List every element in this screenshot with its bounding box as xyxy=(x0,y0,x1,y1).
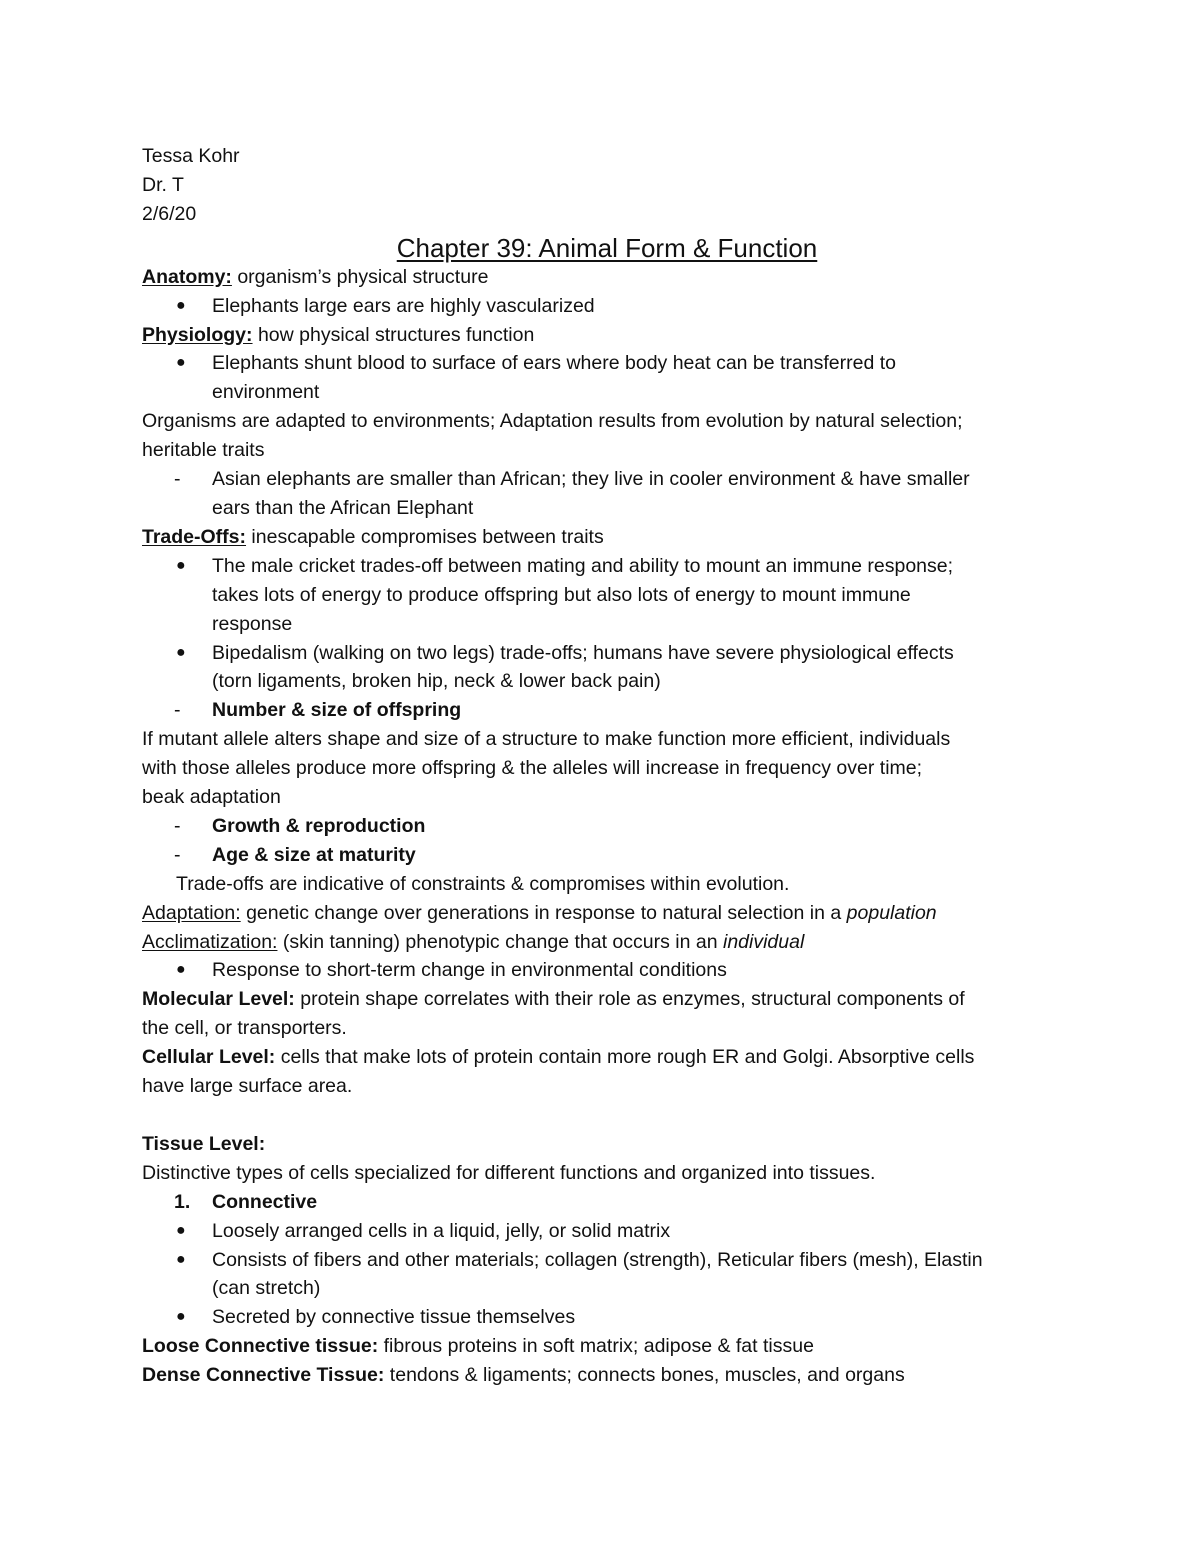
list-item-text: (torn ligaments, broken hip, neck & lower back pain) xyxy=(212,670,661,693)
list-item xyxy=(142,292,1072,321)
dash-icon: - xyxy=(174,814,181,837)
document-page xyxy=(142,142,1072,1390)
list-item xyxy=(142,1303,1072,1332)
acclimatization-def: (skin tanning) phenotypic change that occurs in an xyxy=(277,930,723,953)
list-item-text: (can stretch) xyxy=(212,1277,321,1300)
list-item xyxy=(142,639,1072,668)
anatomy-def: organism’s physical structure xyxy=(231,265,489,288)
molecular-definition xyxy=(142,985,1072,1014)
list-item-text: Connective xyxy=(212,1190,318,1213)
paragraph-line: with those alleles produce more offspring & the alleles will increase in frequency over time; xyxy=(142,757,923,780)
list-item-continuation xyxy=(142,1274,1072,1303)
physiology-term: Physiology: xyxy=(142,323,253,346)
bullet-icon: ● xyxy=(176,1308,186,1326)
molecular-term: Molecular Level: xyxy=(142,988,295,1011)
paragraph-line: If mutant allele alters shape and size of a structure to make function more efficient, individuals xyxy=(142,728,951,751)
tissue-heading: Tissue Level: xyxy=(142,1132,266,1155)
paragraph-line: the cell, or transporters. xyxy=(142,1017,347,1040)
bullet-icon: ● xyxy=(176,1250,186,1268)
list-item-text: Bipedalism (walking on two legs) trade-offs; humans have severe physiological effects xyxy=(212,641,954,664)
number-marker: 1. xyxy=(174,1190,191,1213)
list-item xyxy=(142,1246,1072,1275)
physiology-definition xyxy=(142,321,1072,350)
list-item-text: environment xyxy=(212,381,320,404)
paragraph-line: Distinctive types of cells specialized for different functions and organized into tissues. xyxy=(142,1161,876,1184)
dense-connective-term: Dense Connective Tissue: xyxy=(142,1364,385,1387)
paragraph-line: Organisms are adapted to environments; Adaptation results from evolution by natural selection; xyxy=(142,410,963,433)
bullet-icon: ● xyxy=(176,643,186,661)
physiology-def: how physical structures function xyxy=(252,323,535,346)
list-item-text: Age & size at maturity xyxy=(212,843,416,866)
anatomy-term: Anatomy: xyxy=(142,265,232,288)
anatomy-definition xyxy=(142,263,1072,292)
list-item-continuation xyxy=(142,581,1072,610)
loose-connective-term: Loose Connective tissue: xyxy=(142,1335,379,1358)
blank-line xyxy=(142,1101,1072,1130)
loose-connective-definition xyxy=(142,1332,1072,1361)
list-item-continuation xyxy=(142,494,1072,523)
document-date: 2/6/20 xyxy=(142,202,197,225)
paragraph-line: have large surface area. xyxy=(142,1075,353,1098)
list-item-text: Elephants large ears are highly vascularized xyxy=(212,294,595,317)
tradeoffs-def: inescapable compromises between traits xyxy=(246,525,604,548)
list-item-text: ears than the African Elephant xyxy=(212,496,474,519)
bullet-icon: ● xyxy=(176,961,186,979)
tradeoffs-definition xyxy=(142,523,1072,552)
dense-connective-definition xyxy=(142,1361,1072,1390)
list-item xyxy=(142,696,1072,725)
acclimatization-emphasis: individual xyxy=(723,930,805,953)
loose-connective-def: fibrous proteins in soft matrix; adipose & fat tissue xyxy=(378,1335,814,1358)
list-item-text: Consists of fibers and other materials; collagen (strength), Reticular fibers (mesh), Elastin xyxy=(212,1248,983,1271)
numbered-item xyxy=(142,1188,1072,1217)
cellular-definition xyxy=(142,1043,1072,1072)
list-item xyxy=(142,841,1072,870)
author-name: Tessa Kohr xyxy=(142,145,240,167)
paragraph-line: heritable traits xyxy=(142,439,265,462)
list-item xyxy=(142,349,1072,378)
adaptation-definition xyxy=(142,899,1072,928)
dash-icon: - xyxy=(174,468,181,491)
adaptation-def: genetic change over generations in response to natural selection in a xyxy=(240,901,847,924)
paragraph-line: beak adaptation xyxy=(142,786,281,809)
dash-icon: - xyxy=(174,843,181,866)
list-item-text: Elephants shunt blood to surface of ears where body heat can be transferred to xyxy=(212,352,897,375)
cellular-def: cells that make lots of protein contain more rough ER and Golgi. Absorptive cells xyxy=(275,1046,975,1069)
list-item xyxy=(142,465,1072,494)
cellular-term: Cellular Level: xyxy=(142,1046,276,1069)
bullet-icon: ● xyxy=(176,296,186,314)
instructor-name: Dr. T xyxy=(142,173,184,196)
acclimatization-definition xyxy=(142,928,1072,957)
list-item-text: Asian elephants are smaller than African; they live in cooler environment & have smaller xyxy=(212,468,970,491)
adaptation-term: Adaptation: xyxy=(142,901,241,924)
list-item-text: takes lots of energy to produce offspring but also lots of energy to mount immune xyxy=(212,583,911,606)
list-item-continuation xyxy=(142,610,1072,639)
tradeoffs-term: Trade-Offs: xyxy=(142,525,247,548)
list-item-text: Number & size of offspring xyxy=(212,699,462,722)
bullet-icon: ● xyxy=(176,556,186,574)
adaptation-emphasis: population xyxy=(846,901,937,924)
molecular-def: protein shape correlates with their role as enzymes, structural components of xyxy=(294,988,965,1011)
list-item-text: Secreted by connective tissue themselves xyxy=(212,1306,576,1329)
dense-connective-def: tendons & ligaments; connects bones, muscles, and organs xyxy=(384,1364,905,1387)
bullet-icon: ● xyxy=(176,1221,186,1239)
list-item xyxy=(142,552,1072,581)
bullet-icon: ● xyxy=(176,354,186,372)
list-item-continuation xyxy=(142,667,1072,696)
indented-note: Trade-offs are indicative of constraints & compromises within evolution. xyxy=(176,872,790,895)
list-item xyxy=(142,812,1072,841)
list-item-text: Response to short-term change in environmental conditions xyxy=(212,959,727,982)
list-item xyxy=(142,956,1072,985)
acclimatization-term: Acclimatization: xyxy=(142,930,278,953)
list-item-text: The male cricket trades-off between mating and ability to mount an immune response; xyxy=(212,554,954,577)
list-item-text: response xyxy=(212,612,293,635)
list-item-text: Growth & reproduction xyxy=(212,814,426,837)
list-item-continuation xyxy=(142,378,1072,407)
list-item-text: Loosely arranged cells in a liquid, jelly, or solid matrix xyxy=(212,1219,671,1242)
dash-icon: - xyxy=(174,699,181,722)
list-item xyxy=(142,1217,1072,1246)
page-title: Chapter 39: Animal Form & Function xyxy=(396,232,818,263)
